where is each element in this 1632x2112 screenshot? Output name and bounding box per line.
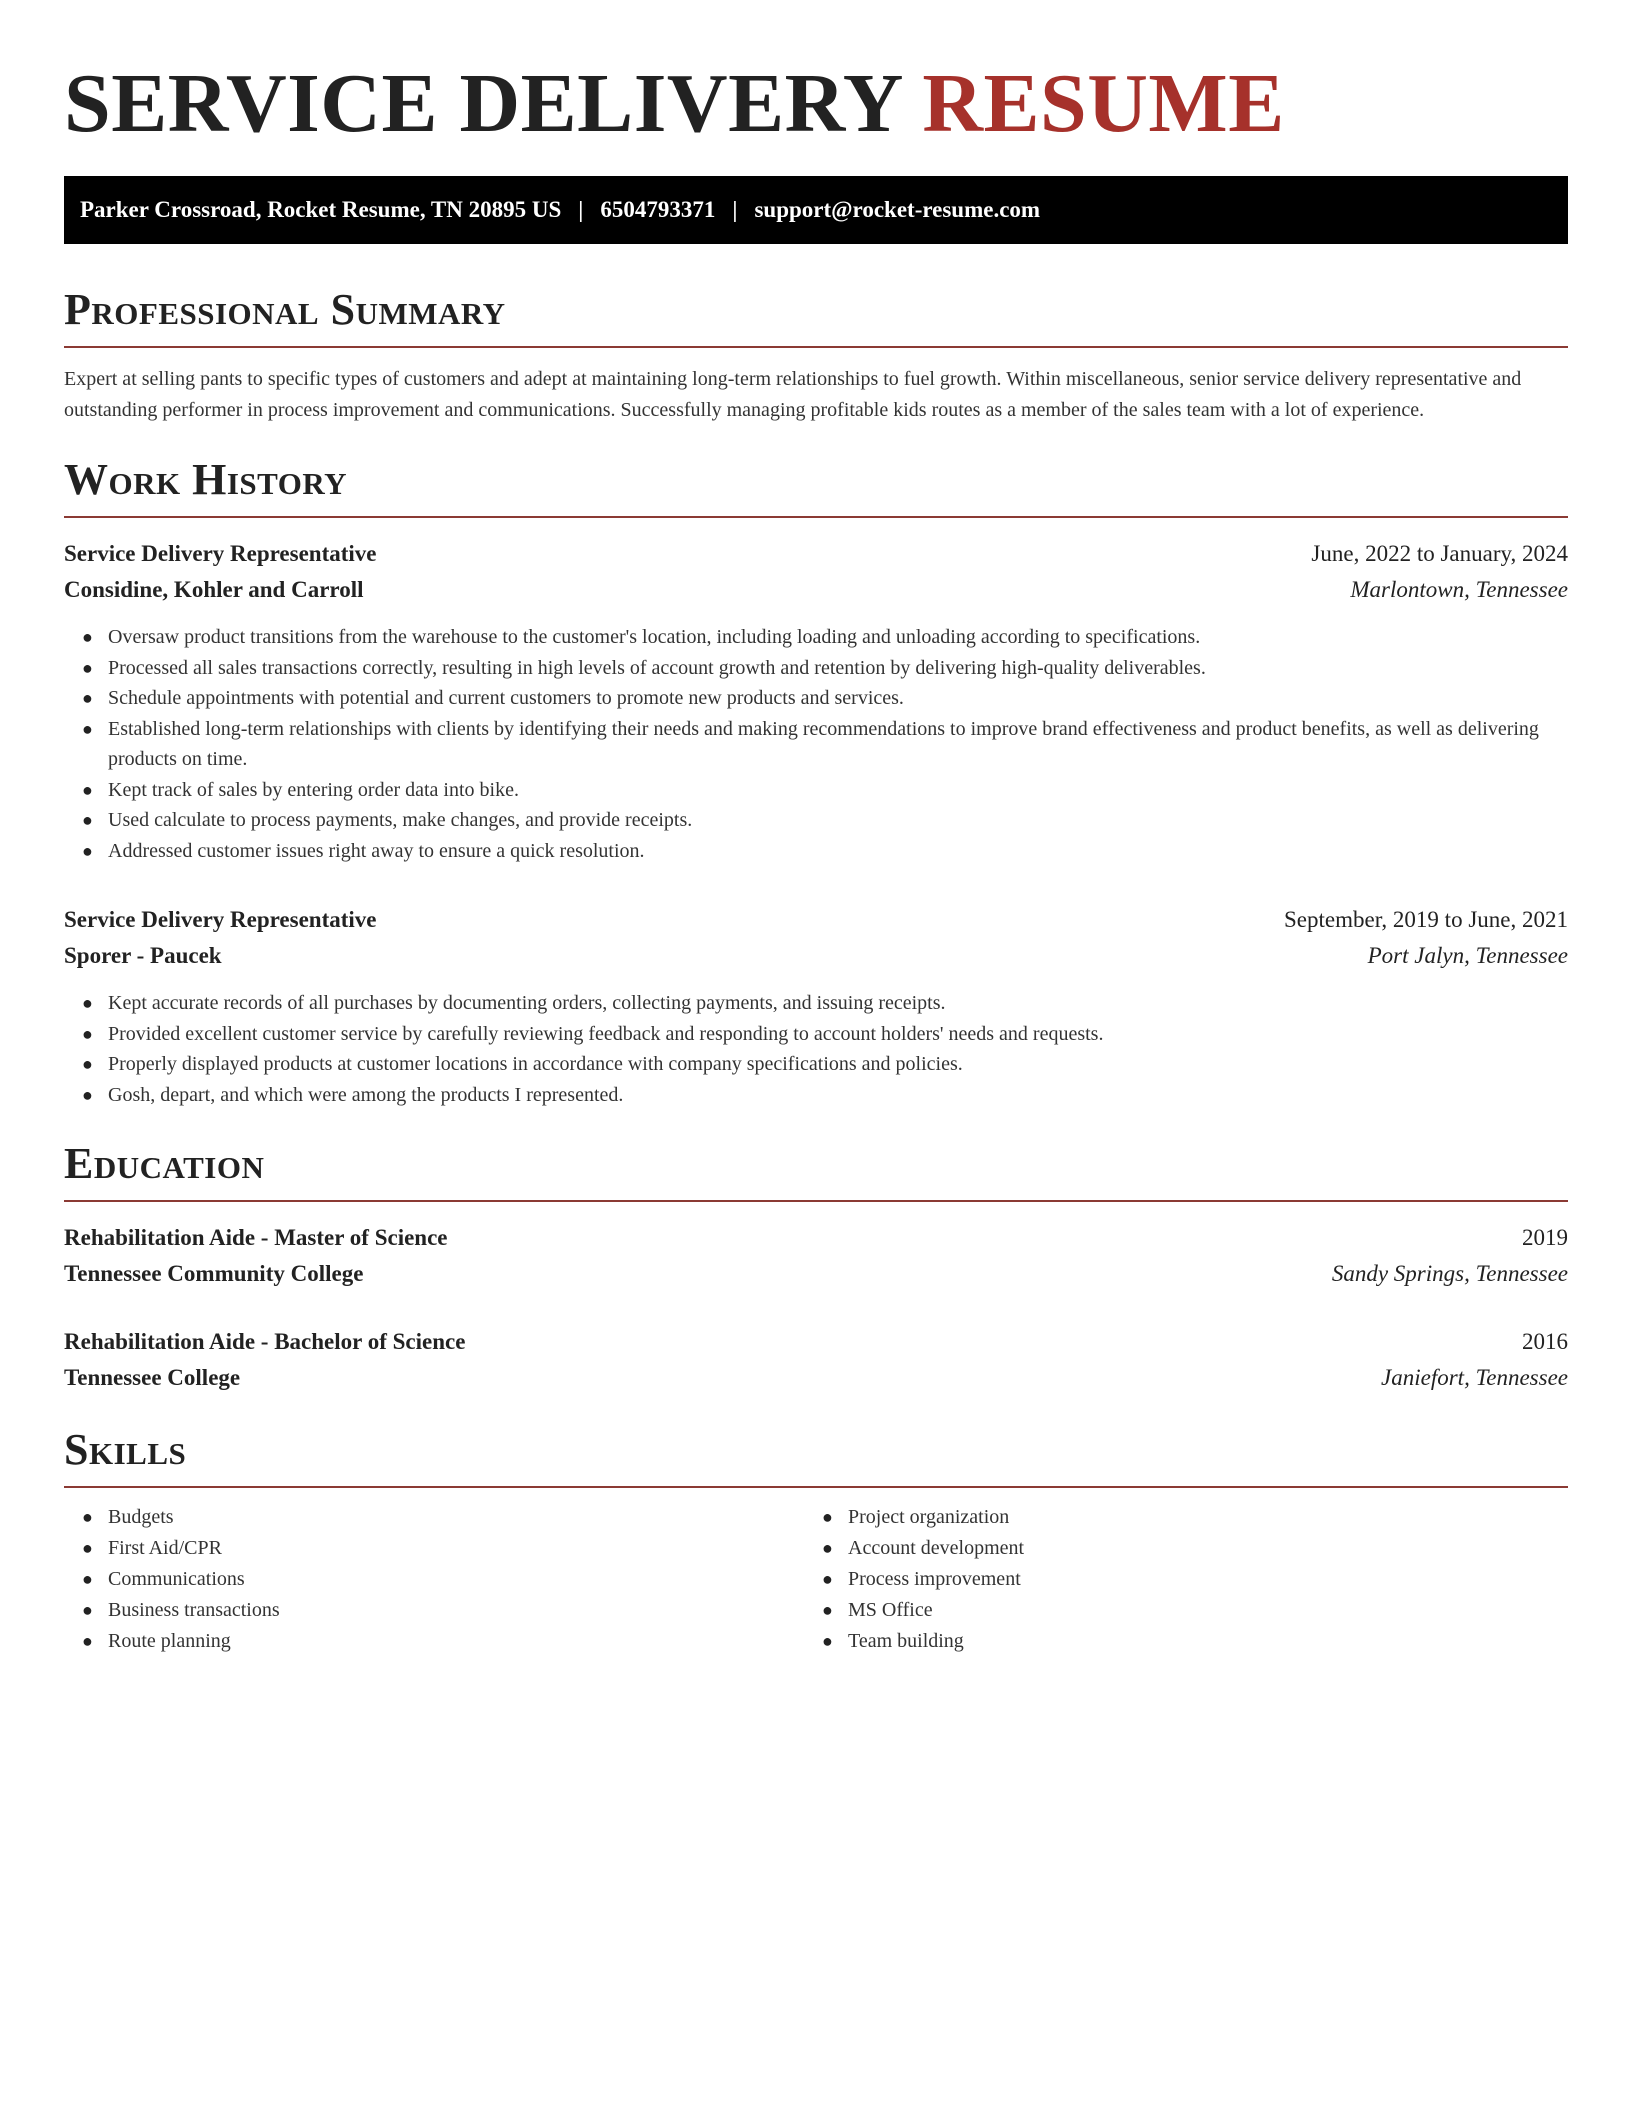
contact-phone: 6504793371 xyxy=(600,197,716,222)
contact-separator: | xyxy=(578,197,584,222)
job-bullet xyxy=(64,988,1568,1019)
section-divider xyxy=(64,346,1568,348)
degree-row xyxy=(64,1324,1568,1360)
job-bullet-text: Used calculate to process payments, make changes, and provide receipts. xyxy=(108,809,693,831)
bullet-dot: ● xyxy=(82,627,93,647)
degree: Rehabilitation Aide - Bachelor of Science xyxy=(64,1329,466,1354)
job-bullet xyxy=(64,805,1568,836)
skill-text: Route planning xyxy=(108,1630,231,1652)
job-dates: June, 2022 to January, 2024 xyxy=(1311,541,1568,566)
job-bullet-text: Established long-term relationships with clients by identifying their needs and making recommendations to improve brand effectiveness and product benefits, as well as delivering products on time. xyxy=(108,717,1539,770)
job-bullet-text: Provided excellent customer service by carefully reviewing feedback and responding to account holders' needs and requests. xyxy=(108,1022,1104,1045)
resume-title xyxy=(64,56,1568,152)
school-row xyxy=(64,1360,1568,1396)
summary-section xyxy=(64,284,1568,426)
summary-heading: Professional Summary xyxy=(64,285,506,334)
school-row xyxy=(64,1256,1568,1292)
bullet-dot: ● xyxy=(82,718,93,739)
job-bullet xyxy=(64,683,1568,714)
education-entry xyxy=(64,1220,1568,1292)
job-bullet-text: Schedule appointments with potential and current customers to promote new products and services. xyxy=(108,687,904,709)
degree: Rehabilitation Aide - Master of Science xyxy=(64,1225,448,1250)
skill-item xyxy=(804,1502,1544,1533)
skill-item xyxy=(804,1595,1544,1626)
school: Tennessee College xyxy=(64,1365,241,1390)
skill-text: Budgets xyxy=(108,1506,174,1528)
job-dates: September, 2019 to June, 2021 xyxy=(1284,907,1568,932)
bullet-dot: ● xyxy=(82,993,93,1013)
bullet-dot: ● xyxy=(822,1507,833,1527)
job-location: Marlontown, Tennessee xyxy=(1350,577,1568,602)
skills-column-right xyxy=(804,1502,1544,1657)
skill-item xyxy=(804,1626,1544,1657)
education-section xyxy=(64,1138,1568,1396)
job-entry xyxy=(64,902,1568,1110)
bullet-dot: ● xyxy=(82,688,93,708)
contact-email: support@rocket-resume.com xyxy=(754,197,1041,222)
title-accent: RESUME xyxy=(922,57,1285,150)
job-bullet xyxy=(64,775,1568,806)
skill-item xyxy=(804,1533,1544,1564)
job-bullet-text: Oversaw product transitions from the warehouse to the customer's location, including loading and unloading according to specifications. xyxy=(108,626,1201,648)
skill-text: Communications xyxy=(108,1568,245,1590)
bullet-dot: ● xyxy=(82,657,93,678)
job-bullet-text: Kept track of sales by entering order data into bike. xyxy=(108,778,519,801)
bullet-dot: ● xyxy=(82,1054,93,1074)
job-bullet xyxy=(64,653,1568,684)
bullet-dot: ● xyxy=(822,1631,833,1651)
job-bullet-text: Gosh, depart, and which were among the products I represented. xyxy=(108,1083,624,1106)
school-location: Janiefort, Tennessee xyxy=(1381,1365,1568,1390)
skill-item xyxy=(804,1564,1544,1595)
bullet-dot: ● xyxy=(82,779,93,800)
bullet-dot: ● xyxy=(822,1600,833,1620)
graduation-year: 2016 xyxy=(1522,1329,1568,1354)
bullet-dot: ● xyxy=(82,1538,93,1558)
contact-address: Parker Crossroad, Rocket Resume, TN 20895 US xyxy=(80,197,562,222)
skill-text: MS Office xyxy=(848,1599,933,1621)
job-bullet xyxy=(64,1049,1568,1080)
job-bullets xyxy=(64,622,1568,866)
bullet-dot: ● xyxy=(82,1023,93,1044)
bullet-dot: ● xyxy=(82,1631,93,1651)
education-heading: Education xyxy=(64,1139,265,1188)
contact-bar xyxy=(64,176,1568,244)
bullet-dot: ● xyxy=(822,1538,833,1558)
school: Tennessee Community College xyxy=(64,1261,364,1286)
section-divider xyxy=(64,516,1568,518)
job-title: Service Delivery Representative xyxy=(64,541,377,566)
work-history-section xyxy=(64,454,1568,1110)
graduation-year: 2019 xyxy=(1522,1225,1568,1250)
section-divider xyxy=(64,1200,1568,1202)
skill-text: Project organization xyxy=(848,1506,1010,1528)
job-location: Port Jalyn, Tennessee xyxy=(1367,943,1568,968)
skill-text: Process improvement xyxy=(848,1568,1021,1590)
bullet-dot: ● xyxy=(82,1600,93,1620)
summary-text: Expert at selling pants to specific types of customers and adept at maintaining long-term relationships to fuel growth. Within miscellaneous, senior service delivery representative and outstanding performer in process improvement and communications. Successfully managing profitable kids routes as a member of the sales team with a lot of experience. xyxy=(64,368,1522,421)
skill-item xyxy=(64,1502,804,1533)
skill-text: Team building xyxy=(848,1630,964,1652)
bullet-dot: ● xyxy=(82,1569,93,1589)
job-title-row xyxy=(64,536,1568,572)
skill-item xyxy=(64,1626,804,1657)
skill-item xyxy=(64,1595,804,1626)
job-company: Sporer - Paucek xyxy=(64,943,222,968)
bullet-dot: ● xyxy=(82,810,93,830)
job-bullets xyxy=(64,988,1568,1110)
job-bullet-text: Processed all sales transactions correctly, resulting in high levels of account growth and retention by delivering high-quality deliverables. xyxy=(108,656,1206,679)
job-title-row xyxy=(64,902,1568,938)
job-bullet xyxy=(64,836,1568,867)
job-bullet xyxy=(64,1019,1568,1050)
degree-row xyxy=(64,1220,1568,1256)
skills-column-left xyxy=(64,1502,804,1657)
section-divider xyxy=(64,1486,1568,1488)
skill-text: Account development xyxy=(848,1537,1025,1559)
skill-item xyxy=(64,1533,804,1564)
job-entry xyxy=(64,536,1568,866)
job-bullet xyxy=(64,1080,1568,1111)
bullet-dot: ● xyxy=(82,1084,93,1105)
education-entry xyxy=(64,1324,1568,1396)
job-company-row xyxy=(64,938,1568,974)
work-history-heading: Work History xyxy=(64,455,348,504)
job-bullet-text: Properly displayed products at customer locations in accordance with company specifications and policies. xyxy=(108,1053,963,1075)
skills-section xyxy=(64,1424,1568,1657)
skill-text: Business transactions xyxy=(108,1599,280,1621)
school-location: Sandy Springs, Tennessee xyxy=(1331,1261,1568,1286)
title-main: SERVICE DELIVERY xyxy=(64,57,901,150)
job-company-row xyxy=(64,572,1568,608)
bullet-dot: ● xyxy=(822,1569,833,1589)
skill-item xyxy=(64,1564,804,1595)
bullet-dot: ● xyxy=(82,1507,93,1527)
job-bullet-text: Kept accurate records of all purchases by documenting orders, collecting payments, and issuing receipts. xyxy=(108,992,946,1014)
job-bullet-text: Addressed customer issues right away to ensure a quick resolution. xyxy=(108,839,645,862)
job-title: Service Delivery Representative xyxy=(64,907,377,932)
skills-heading: Skills xyxy=(64,1425,187,1474)
job-bullet xyxy=(64,714,1568,775)
bullet-dot: ● xyxy=(82,840,93,861)
job-bullet xyxy=(64,622,1568,653)
skill-text: First Aid/CPR xyxy=(108,1537,222,1559)
skills-grid xyxy=(64,1502,1568,1657)
contact-separator: | xyxy=(732,197,738,222)
job-company: Considine, Kohler and Carroll xyxy=(64,577,364,602)
